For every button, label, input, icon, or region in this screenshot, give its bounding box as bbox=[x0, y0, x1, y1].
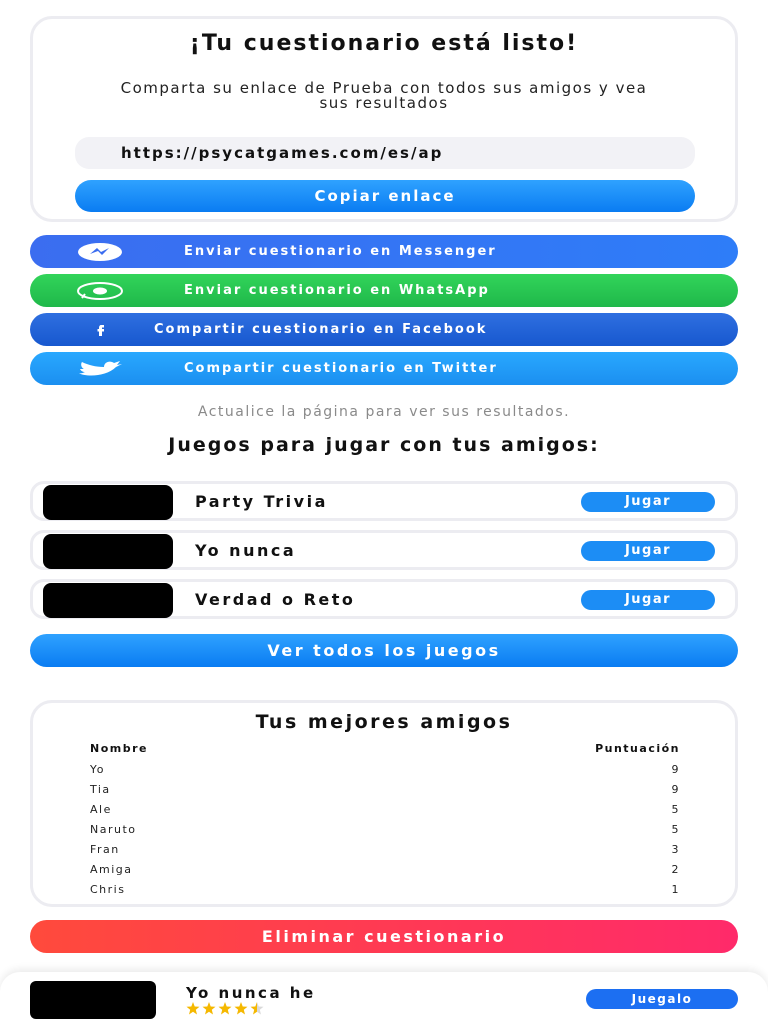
table-row bbox=[90, 861, 680, 881]
share-title: ¡Tu cuestionario está listo! bbox=[189, 31, 579, 56]
game-thumbnail bbox=[43, 534, 173, 569]
share-twitter-button[interactable] bbox=[30, 352, 738, 385]
share-twitter-label: Compartir cuestionario en Twitter bbox=[184, 361, 498, 376]
game-name: Yo nunca bbox=[195, 541, 297, 560]
table-row bbox=[90, 801, 680, 821]
friend-score: 5 bbox=[671, 803, 680, 816]
star-icon bbox=[234, 1002, 248, 1015]
play-promo-button[interactable]: Juegalo bbox=[586, 989, 738, 1009]
quiz-link-field[interactable]: https://psycatgames.com/es/ap bbox=[75, 137, 695, 169]
column-header-name: Nombre bbox=[90, 742, 148, 755]
friend-name: Ale bbox=[90, 803, 112, 816]
friend-name: Naruto bbox=[90, 823, 137, 836]
delete-quiz-button[interactable]: Eliminar cuestionario bbox=[30, 920, 738, 953]
send-whatsapp-button[interactable] bbox=[30, 274, 738, 307]
game-item-verdad-o-reto[interactable] bbox=[30, 579, 738, 619]
table-row bbox=[90, 761, 680, 781]
friend-name: Chris bbox=[90, 883, 126, 896]
share-facebook-label: Compartir cuestionario en Facebook bbox=[154, 322, 488, 337]
star-icon bbox=[186, 1002, 200, 1015]
game-name: Verdad o Reto bbox=[195, 590, 356, 609]
facebook-icon bbox=[76, 319, 124, 341]
send-messenger-label: Enviar cuestionario en Messenger bbox=[184, 244, 497, 259]
star-icon bbox=[202, 1002, 216, 1015]
table-row bbox=[90, 881, 680, 901]
share-subtitle: Comparta su enlace de Prueba con todos sus amigos y vea sus resultados bbox=[120, 79, 648, 112]
game-item-party-trivia[interactable] bbox=[30, 481, 738, 521]
table-row bbox=[90, 781, 680, 801]
promo-title: Yo nunca he bbox=[186, 984, 316, 1002]
twitter-icon bbox=[76, 358, 124, 380]
play-party-trivia-button[interactable]: Jugar bbox=[581, 492, 715, 512]
play-yo-nunca-button[interactable]: Jugar bbox=[581, 541, 715, 561]
best-friends-card bbox=[30, 700, 738, 907]
star-half-icon bbox=[250, 1002, 264, 1015]
friend-score: 1 bbox=[671, 883, 680, 896]
friend-name: Fran bbox=[90, 843, 120, 856]
friend-score: 5 bbox=[671, 823, 680, 836]
promo-thumbnail bbox=[30, 981, 156, 1019]
friend-name: Tia bbox=[90, 783, 111, 796]
see-all-games-button[interactable]: Ver todos los juegos bbox=[30, 634, 738, 667]
best-friends-title: Tus mejores amigos bbox=[255, 711, 513, 733]
messenger-icon bbox=[76, 241, 124, 263]
table-header bbox=[90, 741, 680, 761]
refresh-note: Actualice la página para ver sus resultados. bbox=[197, 404, 571, 420]
share-card bbox=[30, 16, 738, 222]
game-thumbnail bbox=[43, 583, 173, 618]
friend-score: 9 bbox=[671, 783, 680, 796]
friend-name: Amiga bbox=[90, 863, 133, 876]
whatsapp-icon bbox=[76, 280, 124, 302]
column-header-score: Puntuación bbox=[595, 742, 680, 755]
play-verdad-o-reto-button[interactable]: Jugar bbox=[581, 590, 715, 610]
scores-table bbox=[90, 741, 680, 901]
friend-score: 3 bbox=[671, 843, 680, 856]
friend-name: Yo bbox=[90, 763, 105, 776]
game-thumbnail bbox=[43, 485, 173, 520]
rating-stars bbox=[186, 1002, 264, 1015]
send-whatsapp-label: Enviar cuestionario en WhatsApp bbox=[184, 283, 490, 298]
send-messenger-button[interactable] bbox=[30, 235, 738, 268]
games-section-title: Juegos para jugar con tus amigos: bbox=[168, 434, 600, 456]
copy-link-button[interactable]: Copiar enlace bbox=[75, 180, 695, 212]
share-facebook-button[interactable] bbox=[30, 313, 738, 346]
friend-score: 2 bbox=[671, 863, 680, 876]
game-name: Party Trivia bbox=[195, 492, 328, 511]
game-item-yo-nunca[interactable] bbox=[30, 530, 738, 570]
promo-bar bbox=[0, 972, 768, 1024]
table-row bbox=[90, 821, 680, 841]
star-icon bbox=[218, 1002, 232, 1015]
friend-score: 9 bbox=[671, 763, 680, 776]
table-row bbox=[90, 841, 680, 861]
